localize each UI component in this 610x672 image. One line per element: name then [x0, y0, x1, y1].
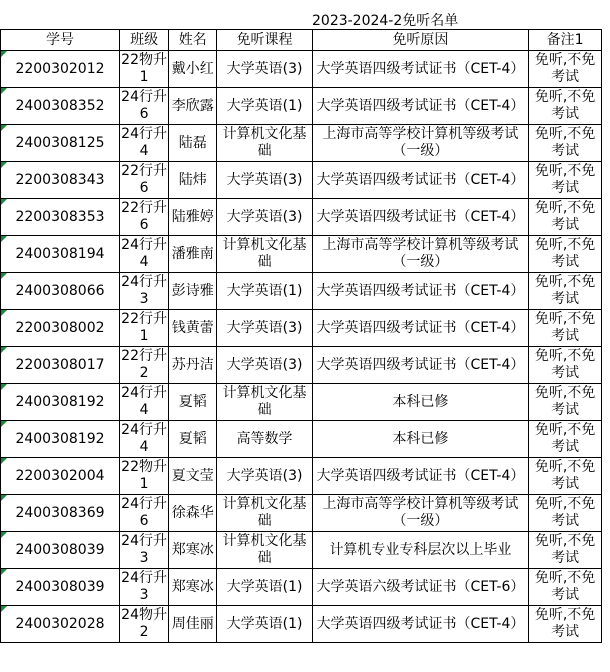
student-id-cell-text: 2400302028 — [15, 615, 105, 632]
name-cell[interactable] — [169, 199, 217, 236]
table-row — [1, 273, 602, 310]
note-cell-text: 免听,不免考试 — [534, 570, 596, 603]
reason-cell-text: 本科已修 — [392, 430, 449, 447]
name-cell[interactable] — [169, 51, 217, 88]
name-cell-text: 夏韬 — [178, 393, 207, 410]
class-cell-text: 22行升1 — [121, 311, 167, 344]
course-cell-text: 大学英语(3) — [226, 356, 303, 373]
table-row — [1, 606, 602, 643]
name-cell[interactable] — [169, 495, 217, 532]
name-cell-text: 周佳丽 — [171, 615, 214, 632]
reason-cell-text: 计算机专业专科层次以上毕业 — [329, 541, 512, 558]
reason-cell-text: 本科已修 — [392, 393, 449, 410]
course-cell-text: 大学英语(3) — [226, 319, 303, 336]
class-cell-text: 24行升6 — [121, 89, 167, 122]
reason-cell[interactable] — [312, 569, 528, 606]
class-cell-text: 22行升6 — [121, 200, 167, 233]
table-row — [1, 421, 602, 458]
student-id-cell[interactable] — [1, 51, 120, 88]
course-cell[interactable] — [217, 569, 312, 606]
class-cell[interactable] — [119, 273, 168, 310]
reason-cell[interactable] — [312, 606, 528, 643]
name-cell[interactable] — [169, 88, 217, 125]
class-cell[interactable] — [119, 88, 168, 125]
note-cell-text: 免听,不免考试 — [534, 163, 596, 196]
name-cell-text: 郑寒冰 — [171, 578, 214, 595]
name-cell-text: 徐森华 — [171, 504, 214, 521]
name-cell[interactable] — [169, 606, 217, 643]
course-cell-text: 大学英语(3) — [226, 467, 303, 484]
student-id-cell-text: 2400308066 — [15, 282, 105, 299]
note-cell[interactable] — [529, 51, 602, 88]
note-cell-text: 免听,不免考试 — [534, 126, 596, 159]
course-cell[interactable] — [217, 384, 312, 421]
student-id-cell-text: 2200308353 — [15, 208, 105, 225]
name-cell-text: 陆磊 — [178, 134, 207, 151]
student-id-cell[interactable] — [1, 384, 120, 421]
note-cell-text: 免听,不免考试 — [534, 496, 596, 529]
reason-cell[interactable] — [312, 88, 528, 125]
student-id-cell-text: 2200308002 — [15, 319, 105, 336]
cell-marker-icon — [1, 458, 7, 464]
name-cell-text: 钱黄蕾 — [171, 319, 214, 336]
class-cell[interactable] — [119, 495, 168, 532]
name-cell[interactable] — [169, 458, 217, 495]
table-row — [1, 125, 602, 162]
student-id-cell[interactable] — [1, 236, 120, 273]
table-row — [1, 458, 602, 495]
course-cell[interactable] — [217, 273, 312, 310]
course-cell[interactable] — [217, 236, 312, 273]
class-cell[interactable] — [119, 384, 168, 421]
student-id-cell[interactable] — [1, 421, 120, 458]
course-cell[interactable] — [217, 162, 312, 199]
course-cell-text: 计算机文化基础 — [222, 237, 307, 270]
student-id-cell-text: 2400308194 — [15, 245, 105, 262]
table-row — [1, 569, 602, 606]
name-cell-text: 夏文莹 — [171, 467, 214, 484]
student-id-cell[interactable] — [1, 310, 120, 347]
student-id-cell-text: 2200302012 — [15, 60, 105, 77]
class-cell-text: 22行升6 — [121, 163, 167, 196]
reason-cell-text: 大学英语四级考试证书（CET-4） — [316, 467, 525, 484]
header-class[interactable]: 班级 — [119, 30, 168, 51]
student-id-cell[interactable] — [1, 458, 120, 495]
course-cell[interactable] — [217, 532, 312, 569]
note-cell[interactable] — [529, 495, 602, 532]
cell-marker-icon — [1, 162, 7, 168]
cell-marker-icon — [1, 125, 7, 131]
note-cell-text: 免听,不免考试 — [534, 459, 596, 492]
course-cell[interactable] — [217, 310, 312, 347]
reason-cell-text: 大学英语四级考试证书（CET-4） — [316, 282, 525, 299]
course-cell[interactable] — [217, 606, 312, 643]
reason-cell-text: 上海市高等学校计算机等级考试（一级） — [322, 237, 519, 270]
class-cell-text: 24行升3 — [121, 274, 167, 307]
name-cell-text: 潘雅南 — [171, 245, 214, 262]
course-cell-text: 计算机文化基础 — [222, 496, 307, 529]
name-cell-text: 陆炜 — [178, 171, 207, 188]
reason-cell[interactable] — [312, 162, 528, 199]
note-cell[interactable] — [529, 458, 602, 495]
note-cell-text: 免听,不免考试 — [534, 348, 596, 381]
note-cell[interactable] — [529, 347, 602, 384]
note-cell[interactable] — [529, 162, 602, 199]
name-cell-text: 彭诗雅 — [171, 282, 214, 299]
course-cell[interactable] — [217, 495, 312, 532]
header-row — [1, 30, 602, 51]
course-cell[interactable] — [217, 421, 312, 458]
reason-cell-text: 大学英语四级考试证书（CET-4） — [316, 208, 525, 225]
class-cell-text: 24行升4 — [121, 385, 167, 418]
note-cell-text: 免听,不免考试 — [534, 533, 596, 566]
reason-cell[interactable] — [312, 458, 528, 495]
reason-cell[interactable] — [312, 495, 528, 532]
class-cell-text: 24行升6 — [121, 496, 167, 529]
course-cell-text: 大学英语(1) — [226, 97, 303, 114]
name-cell[interactable] — [169, 384, 217, 421]
student-id-cell-text: 2400308039 — [15, 541, 105, 558]
course-cell[interactable] — [217, 88, 312, 125]
student-id-cell[interactable] — [1, 125, 120, 162]
class-cell-text: 24行升4 — [121, 126, 167, 159]
student-id-cell-text: 2400308192 — [15, 430, 105, 447]
student-id-cell-text: 2400308039 — [15, 578, 105, 595]
reason-cell[interactable] — [312, 421, 528, 458]
class-cell[interactable] — [119, 569, 168, 606]
reason-cell-text: 大学英语四级考试证书（CET-4） — [316, 171, 525, 188]
note-cell-text: 免听,不免考试 — [534, 237, 596, 270]
course-cell-text: 计算机文化基础 — [222, 533, 307, 566]
class-cell[interactable] — [119, 162, 168, 199]
table-row — [1, 310, 602, 347]
course-cell[interactable] — [217, 51, 312, 88]
student-id-cell-text: 2400308125 — [15, 134, 105, 151]
class-cell[interactable] — [119, 458, 168, 495]
table-row — [1, 199, 602, 236]
reason-cell[interactable] — [312, 310, 528, 347]
table-row — [1, 162, 602, 199]
course-cell-text: 大学英语(3) — [226, 208, 303, 225]
name-cell-text: 李欣露 — [171, 97, 214, 114]
course-cell-text: 大学英语(1) — [226, 578, 303, 595]
cell-marker-icon — [1, 606, 7, 612]
course-cell-text: 大学英语(1) — [226, 282, 303, 299]
reason-cell[interactable] — [312, 347, 528, 384]
name-cell[interactable] — [169, 236, 217, 273]
cell-marker-icon — [1, 310, 7, 316]
cell-marker-icon — [1, 88, 7, 94]
reason-cell-text: 大学英语四级考试证书（CET-4） — [316, 97, 525, 114]
student-id-cell[interactable] — [1, 199, 120, 236]
note-cell[interactable] — [529, 384, 602, 421]
class-cell-text: 22行升2 — [121, 348, 167, 381]
course-cell-text: 计算机文化基础 — [222, 385, 307, 418]
name-cell[interactable] — [169, 273, 217, 310]
table-row — [1, 495, 602, 532]
student-id-cell[interactable] — [1, 532, 120, 569]
student-id-cell-text: 2400308352 — [15, 97, 105, 114]
student-id-cell[interactable] — [1, 273, 120, 310]
cell-marker-icon — [1, 495, 7, 501]
course-cell[interactable] — [217, 199, 312, 236]
note-cell[interactable] — [529, 273, 602, 310]
cell-marker-icon — [1, 273, 7, 279]
note-cell[interactable] — [529, 421, 602, 458]
note-cell[interactable] — [529, 199, 602, 236]
name-cell[interactable] — [169, 569, 217, 606]
name-cell[interactable] — [169, 125, 217, 162]
table-row — [1, 236, 602, 273]
table-row — [1, 88, 602, 125]
reason-cell-text: 大学英语四级考试证书（CET-4） — [316, 60, 525, 77]
class-cell-text: 22物升1 — [121, 52, 167, 85]
name-cell[interactable] — [169, 310, 217, 347]
note-cell-text: 免听,不免考试 — [534, 274, 596, 307]
name-cell-text: 陆雅婷 — [171, 208, 214, 225]
title-text: 2023-2024-2免听名单 — [312, 13, 459, 29]
class-cell-text: 24行升3 — [121, 533, 167, 566]
cell-marker-icon — [1, 236, 7, 242]
class-cell-text: 24行升4 — [121, 422, 167, 455]
header-student-id[interactable]: 学号 — [1, 30, 120, 51]
student-id-cell[interactable] — [1, 569, 120, 606]
course-cell[interactable] — [217, 347, 312, 384]
class-cell[interactable] — [119, 125, 168, 162]
cell-marker-icon — [1, 51, 7, 57]
class-cell[interactable] — [119, 199, 168, 236]
name-cell-text: 苏丹洁 — [171, 356, 214, 373]
student-id-cell[interactable] — [1, 347, 120, 384]
note-cell[interactable] — [529, 236, 602, 273]
course-cell-text: 大学英语(1) — [226, 615, 303, 632]
cell-marker-icon — [1, 532, 7, 538]
exemption-table — [0, 29, 602, 643]
class-cell[interactable] — [119, 236, 168, 273]
cell-marker-icon — [1, 569, 7, 575]
reason-cell-text: 上海市高等学校计算机等级考试（一级） — [322, 126, 519, 159]
reason-cell[interactable] — [312, 125, 528, 162]
note-cell[interactable] — [529, 606, 602, 643]
student-id-cell-text: 2200308343 — [15, 171, 105, 188]
class-cell[interactable] — [119, 347, 168, 384]
class-cell[interactable] — [119, 421, 168, 458]
reason-cell-text: 大学英语四级考试证书（CET-4） — [316, 615, 525, 632]
course-cell-text: 计算机文化基础 — [222, 126, 307, 159]
student-id-cell[interactable] — [1, 88, 120, 125]
note-cell-text: 免听,不免考试 — [534, 200, 596, 233]
cell-marker-icon — [1, 199, 7, 205]
course-cell[interactable] — [217, 125, 312, 162]
note-cell-text: 免听,不免考试 — [534, 89, 596, 122]
header-name[interactable]: 姓名 — [169, 30, 217, 51]
class-cell[interactable] — [119, 51, 168, 88]
reason-cell[interactable] — [312, 236, 528, 273]
reason-cell-text: 大学英语四级考试证书（CET-4） — [316, 356, 525, 373]
student-id-cell-text: 2400308369 — [15, 504, 105, 521]
class-cell-text: 24物升2 — [121, 607, 167, 640]
cell-marker-icon — [1, 347, 7, 353]
course-cell-text: 高等数学 — [236, 430, 293, 447]
cell-marker-icon — [1, 421, 7, 427]
reason-cell[interactable] — [312, 384, 528, 421]
table-row — [1, 51, 602, 88]
student-id-cell[interactable] — [1, 606, 120, 643]
student-id-cell[interactable] — [1, 162, 120, 199]
class-cell-text: 24行升3 — [121, 570, 167, 603]
class-cell-text: 24行升4 — [121, 237, 167, 270]
header-note[interactable]: 备注1 — [529, 30, 602, 51]
class-cell[interactable] — [119, 532, 168, 569]
name-cell-text: 郑寒冰 — [171, 541, 214, 558]
header-course[interactable]: 免听课程 — [217, 30, 312, 51]
table-row — [1, 532, 602, 569]
table-row — [1, 384, 602, 421]
reason-cell[interactable] — [312, 199, 528, 236]
table-row — [1, 347, 602, 384]
note-cell-text: 免听,不免考试 — [534, 385, 596, 418]
cell-marker-icon — [1, 384, 7, 390]
note-cell-text: 免听,不免考试 — [534, 52, 596, 85]
note-cell-text: 免听,不免考试 — [534, 422, 596, 455]
note-cell[interactable] — [529, 569, 602, 606]
name-cell-text: 戴小红 — [171, 60, 214, 77]
student-id-cell-text: 2400308192 — [15, 393, 105, 410]
course-cell-text: 大学英语(3) — [226, 60, 303, 77]
name-cell-text: 夏韬 — [178, 430, 207, 447]
sheet-title — [0, 8, 610, 28]
student-id-cell-text: 2200308017 — [15, 356, 105, 373]
course-cell-text: 大学英语(3) — [226, 171, 303, 188]
name-cell[interactable] — [169, 532, 217, 569]
note-cell[interactable] — [529, 532, 602, 569]
reason-cell[interactable] — [312, 532, 528, 569]
reason-cell[interactable] — [312, 51, 528, 88]
note-cell[interactable] — [529, 310, 602, 347]
reason-cell-text: 大学英语六级考试证书（CET-6） — [316, 578, 525, 595]
reason-cell-text: 上海市高等学校计算机等级考试（一级） — [322, 496, 519, 529]
note-cell-text: 免听,不免考试 — [534, 311, 596, 344]
student-id-cell[interactable] — [1, 495, 120, 532]
class-cell[interactable] — [119, 606, 168, 643]
note-cell[interactable] — [529, 125, 602, 162]
class-cell[interactable] — [119, 310, 168, 347]
reason-cell-text: 大学英语四级考试证书（CET-4） — [316, 319, 525, 336]
note-cell[interactable] — [529, 88, 602, 125]
note-cell-text: 免听,不免考试 — [534, 607, 596, 640]
name-cell[interactable] — [169, 162, 217, 199]
student-id-cell-text: 2200302004 — [15, 467, 105, 484]
course-cell[interactable] — [217, 458, 312, 495]
header-reason[interactable]: 免听原因 — [312, 30, 528, 51]
class-cell-text: 22物升1 — [121, 459, 167, 492]
reason-cell[interactable] — [312, 273, 528, 310]
name-cell[interactable] — [169, 347, 217, 384]
name-cell[interactable] — [169, 421, 217, 458]
